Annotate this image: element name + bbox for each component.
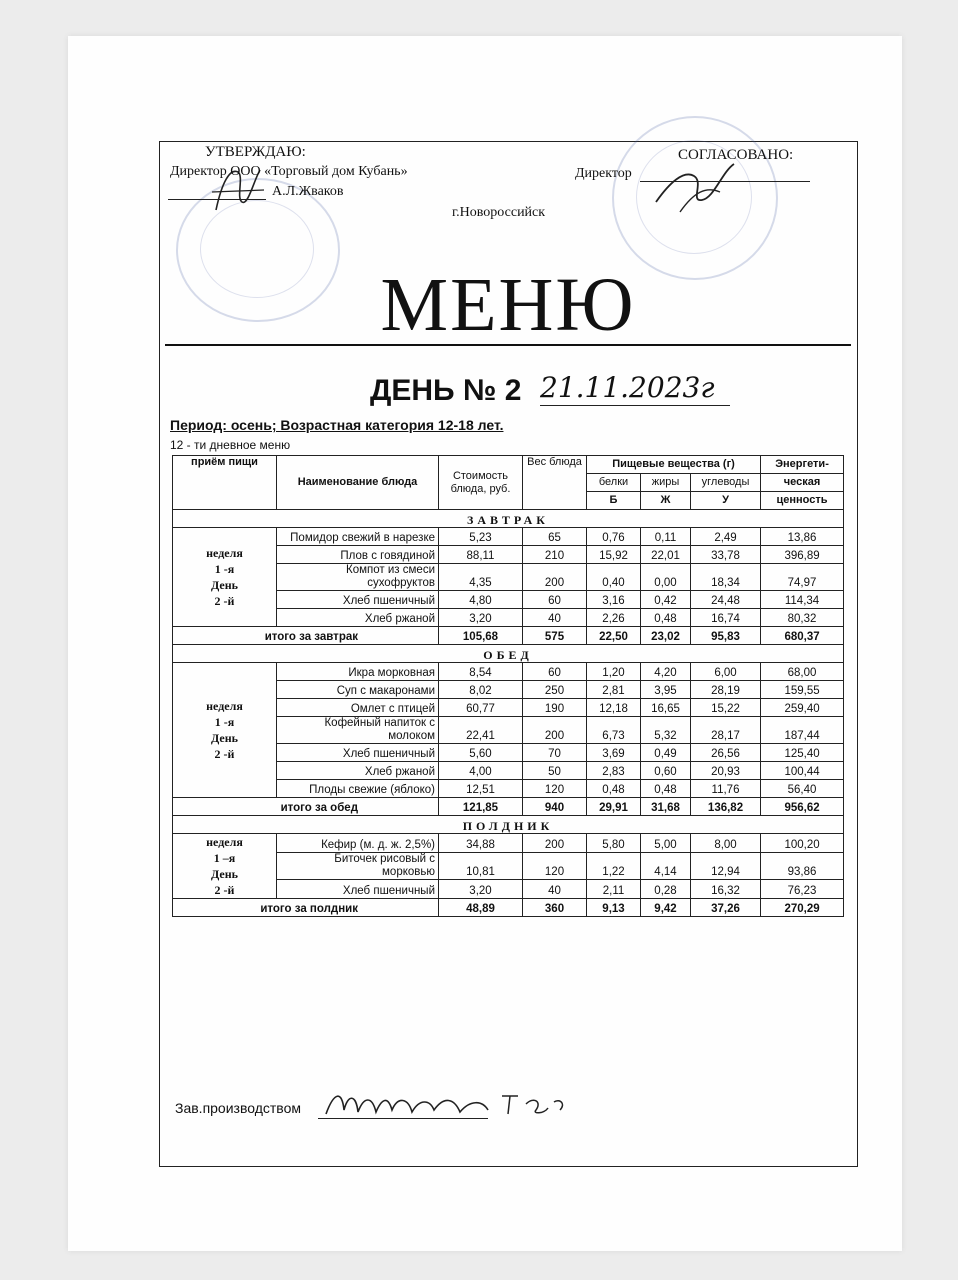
dish-weight-cell: 40 <box>523 880 587 899</box>
day-date-underline <box>540 405 730 406</box>
dish-name-cell: Хлеб ржаной <box>277 762 439 780</box>
dish-energy-cell: 100,44 <box>761 762 844 780</box>
city-label: г.Новороссийск <box>452 205 546 220</box>
dish-weight-cell: 200 <box>523 834 587 853</box>
dish-cost-cell: 22,41 <box>439 717 523 744</box>
table-row <box>173 528 844 546</box>
section-total-row <box>173 627 844 645</box>
col-cost-header: Стоимость блюда, руб. <box>439 456 523 510</box>
dish-b-cell: 1,20 <box>587 663 641 681</box>
section-total-label: итого за полдник <box>173 899 439 917</box>
dish-cost-cell: 10,81 <box>439 852 523 880</box>
menu-table-body <box>173 510 844 917</box>
dish-zh-cell: 0,48 <box>641 609 691 627</box>
section-header-row <box>173 510 844 528</box>
dish-cost-cell: 34,88 <box>439 834 523 853</box>
dish-energy-cell: 159,55 <box>761 681 844 699</box>
dish-energy-cell: 56,40 <box>761 780 844 798</box>
dish-weight-cell: 40 <box>523 609 587 627</box>
dish-b-cell: 6,73 <box>587 717 641 744</box>
total-cost-cell: 105,68 <box>439 627 523 645</box>
total-energy-cell: 270,29 <box>761 899 844 917</box>
dish-cost-cell: 8,02 <box>439 681 523 699</box>
dish-zh-cell: 4,14 <box>641 852 691 880</box>
dish-zh-cell: 16,65 <box>641 699 691 717</box>
col-meal-header: приём пищи <box>173 456 277 510</box>
dish-zh-cell: 0,60 <box>641 762 691 780</box>
meal-period-line: неделя <box>206 699 243 713</box>
col-energy-header-3: ценность <box>761 492 844 510</box>
meal-period-line: неделя <box>206 835 243 849</box>
production-manager-signature <box>322 1084 572 1124</box>
dish-b-cell: 2,26 <box>587 609 641 627</box>
dish-weight-cell: 200 <box>523 564 587 591</box>
meal-period-line: 2 -й <box>214 883 235 897</box>
total-zh-cell: 23,02 <box>641 627 691 645</box>
dish-name-cell: Биточек рисовый с морковью <box>277 852 439 880</box>
dish-energy-cell: 93,86 <box>761 852 844 880</box>
dish-b-cell: 2,83 <box>587 762 641 780</box>
dish-cost-cell: 3,20 <box>439 880 523 899</box>
plan-label: 12 - ти дневное меню <box>170 438 291 452</box>
dish-u-cell: 24,48 <box>691 591 761 609</box>
total-cost-cell: 121,85 <box>439 798 523 816</box>
dish-zh-cell: 0,49 <box>641 744 691 762</box>
director-right-label: Директор <box>575 166 632 181</box>
dish-name-cell: Суп с макаронами <box>277 681 439 699</box>
dish-zh-cell: 0,00 <box>641 564 691 591</box>
dish-u-cell: 20,93 <box>691 762 761 780</box>
dish-u-cell: 15,22 <box>691 699 761 717</box>
dish-weight-cell: 200 <box>523 717 587 744</box>
dish-weight-cell: 120 <box>523 852 587 880</box>
dish-u-cell: 33,78 <box>691 546 761 564</box>
dish-u-cell: 28,19 <box>691 681 761 699</box>
dish-b-cell: 2,81 <box>587 681 641 699</box>
dish-b-cell: 1,22 <box>587 852 641 880</box>
total-b-cell: 9,13 <box>587 899 641 917</box>
total-weight-cell: 940 <box>523 798 587 816</box>
total-u-cell: 95,83 <box>691 627 761 645</box>
section-total-row <box>173 798 844 816</box>
menu-table <box>172 455 844 917</box>
meal-period-cell <box>173 834 277 899</box>
dish-name-cell: Плов с говядиной <box>277 546 439 564</box>
dish-weight-cell: 65 <box>523 528 587 546</box>
day-number: ДЕНЬ № 2 <box>370 374 522 407</box>
meal-period-line: День <box>211 731 238 745</box>
total-weight-cell: 575 <box>523 627 587 645</box>
dish-energy-cell: 13,86 <box>761 528 844 546</box>
period-label: Период: осень; Возрастная категория 12-18 лет. <box>170 417 504 433</box>
dish-zh-cell: 0,28 <box>641 880 691 899</box>
dish-energy-cell: 100,20 <box>761 834 844 853</box>
dish-weight-cell: 50 <box>523 762 587 780</box>
dish-u-cell: 11,76 <box>691 780 761 798</box>
dish-cost-cell: 5,23 <box>439 528 523 546</box>
dish-u-cell: 6,00 <box>691 663 761 681</box>
dish-zh-cell: 22,01 <box>641 546 691 564</box>
dish-name-cell: Икра морковная <box>277 663 439 681</box>
meal-period-line: День <box>211 578 238 592</box>
dish-name-cell: Кефир (м. д. ж. 2,5%) <box>277 834 439 853</box>
dish-cost-cell: 12,51 <box>439 780 523 798</box>
dish-cost-cell: 3,20 <box>439 609 523 627</box>
signer-name: А.Л.Жваков <box>272 184 344 199</box>
dish-u-cell: 8,00 <box>691 834 761 853</box>
dish-name-cell: Компот из смеси сухофруктов <box>277 564 439 591</box>
dish-cost-cell: 4,80 <box>439 591 523 609</box>
section-total-label: итого за завтрак <box>173 627 439 645</box>
dish-zh-cell: 5,32 <box>641 717 691 744</box>
col-carbs-header: углеводы <box>691 474 761 492</box>
dish-weight-cell: 120 <box>523 780 587 798</box>
dish-zh-cell: 4,20 <box>641 663 691 681</box>
col-u-header: У <box>691 492 761 510</box>
table-row <box>173 834 844 853</box>
dish-weight-cell: 190 <box>523 699 587 717</box>
dish-b-cell: 0,76 <box>587 528 641 546</box>
dish-name-cell: Кофейный напиток с молоком <box>277 717 439 744</box>
dish-u-cell: 12,94 <box>691 852 761 880</box>
director-left-label: Директор ООО «Торговый дом Кубань» <box>170 164 408 179</box>
section-header-row <box>173 645 844 663</box>
section-title: ОБЕД <box>173 645 844 663</box>
dish-b-cell: 5,80 <box>587 834 641 853</box>
col-nutrients-header: Пищевые вещества (г) <box>587 456 761 474</box>
dish-energy-cell: 125,40 <box>761 744 844 762</box>
total-u-cell: 136,82 <box>691 798 761 816</box>
dish-weight-cell: 60 <box>523 663 587 681</box>
dish-name-cell: Хлеб пшеничный <box>277 744 439 762</box>
dish-name-cell: Омлет с птицей <box>277 699 439 717</box>
section-title: ПОЛДНИК <box>173 816 844 834</box>
page-title: МЕНЮ <box>380 263 636 347</box>
dish-energy-cell: 74,97 <box>761 564 844 591</box>
dish-cost-cell: 4,35 <box>439 564 523 591</box>
dish-energy-cell: 187,44 <box>761 717 844 744</box>
col-fat-header: жиры <box>641 474 691 492</box>
col-weight-header: Вес блюда <box>523 456 587 510</box>
dish-zh-cell: 0,42 <box>641 591 691 609</box>
section-total-row <box>173 899 844 917</box>
section-header-row <box>173 816 844 834</box>
dish-u-cell: 2,49 <box>691 528 761 546</box>
dish-weight-cell: 250 <box>523 681 587 699</box>
dish-b-cell: 12,18 <box>587 699 641 717</box>
dish-cost-cell: 5,60 <box>439 744 523 762</box>
total-zh-cell: 9,42 <box>641 899 691 917</box>
meal-period-line: неделя <box>206 546 243 560</box>
dish-zh-cell: 0,48 <box>641 780 691 798</box>
approve-label: УТВЕРЖДАЮ: <box>205 144 306 160</box>
dish-energy-cell: 76,23 <box>761 880 844 899</box>
dish-b-cell: 3,16 <box>587 591 641 609</box>
meal-period-line: 2 -й <box>214 747 235 761</box>
dish-energy-cell: 396,89 <box>761 546 844 564</box>
col-b-header: Б <box>587 492 641 510</box>
dish-name-cell: Помидор свежий в нарезке <box>277 528 439 546</box>
day-date-handwritten: 21.11.2023г <box>540 371 715 404</box>
title-divider <box>165 344 851 346</box>
dish-u-cell: 28,17 <box>691 717 761 744</box>
dish-zh-cell: 0,11 <box>641 528 691 546</box>
meal-period-line: 1 –я <box>213 851 236 865</box>
dish-energy-cell: 114,34 <box>761 591 844 609</box>
dish-u-cell: 26,56 <box>691 744 761 762</box>
dish-cost-cell: 4,00 <box>439 762 523 780</box>
dish-energy-cell: 259,40 <box>761 699 844 717</box>
dish-b-cell: 15,92 <box>587 546 641 564</box>
dish-zh-cell: 5,00 <box>641 834 691 853</box>
dish-weight-cell: 70 <box>523 744 587 762</box>
dish-cost-cell: 8,54 <box>439 663 523 681</box>
total-b-cell: 22,50 <box>587 627 641 645</box>
meal-period-line: 1 -я <box>214 715 235 729</box>
dish-name-cell: Хлеб ржаной <box>277 609 439 627</box>
total-u-cell: 37,26 <box>691 899 761 917</box>
total-energy-cell: 680,37 <box>761 627 844 645</box>
total-weight-cell: 360 <box>523 899 587 917</box>
dish-cost-cell: 60,77 <box>439 699 523 717</box>
col-energy-header-1: Энергети- <box>761 456 844 474</box>
dish-name-cell: Хлеб пшеничный <box>277 591 439 609</box>
header-row-1 <box>173 456 844 474</box>
dish-u-cell: 18,34 <box>691 564 761 591</box>
dish-zh-cell: 3,95 <box>641 681 691 699</box>
dish-cost-cell: 88,11 <box>439 546 523 564</box>
dish-u-cell: 16,74 <box>691 609 761 627</box>
total-b-cell: 29,91 <box>587 798 641 816</box>
dish-b-cell: 0,40 <box>587 564 641 591</box>
col-zh-header: Ж <box>641 492 691 510</box>
dish-energy-cell: 68,00 <box>761 663 844 681</box>
dish-name-cell: Плоды свежие (яблоко) <box>277 780 439 798</box>
col-energy-header-2: ческая <box>761 474 844 492</box>
table-row <box>173 663 844 681</box>
dish-weight-cell: 60 <box>523 591 587 609</box>
dish-weight-cell: 210 <box>523 546 587 564</box>
dish-u-cell: 16,32 <box>691 880 761 899</box>
col-dish-header: Наименование блюда <box>277 456 439 510</box>
dish-energy-cell: 80,32 <box>761 609 844 627</box>
dish-b-cell: 0,48 <box>587 780 641 798</box>
meal-period-cell <box>173 528 277 627</box>
section-total-label: итого за обед <box>173 798 439 816</box>
total-energy-cell: 956,62 <box>761 798 844 816</box>
dish-b-cell: 2,11 <box>587 880 641 899</box>
total-zh-cell: 31,68 <box>641 798 691 816</box>
dish-b-cell: 3,69 <box>587 744 641 762</box>
meal-period-line: 1 -я <box>214 562 235 576</box>
production-manager-label: Зав.производством <box>175 1100 301 1116</box>
signer-line <box>168 184 344 200</box>
col-protein-header: белки <box>587 474 641 492</box>
agreed-label: СОГЛАСОВАНО: <box>678 147 794 163</box>
meal-period-cell <box>173 663 277 798</box>
total-cost-cell: 48,89 <box>439 899 523 917</box>
dish-name-cell: Хлеб пшеничный <box>277 880 439 899</box>
director-right-line <box>575 166 810 182</box>
meal-period-line: День <box>211 867 238 881</box>
meal-period-line: 2 -й <box>214 594 235 608</box>
section-title: ЗАВТРАК <box>173 510 844 528</box>
